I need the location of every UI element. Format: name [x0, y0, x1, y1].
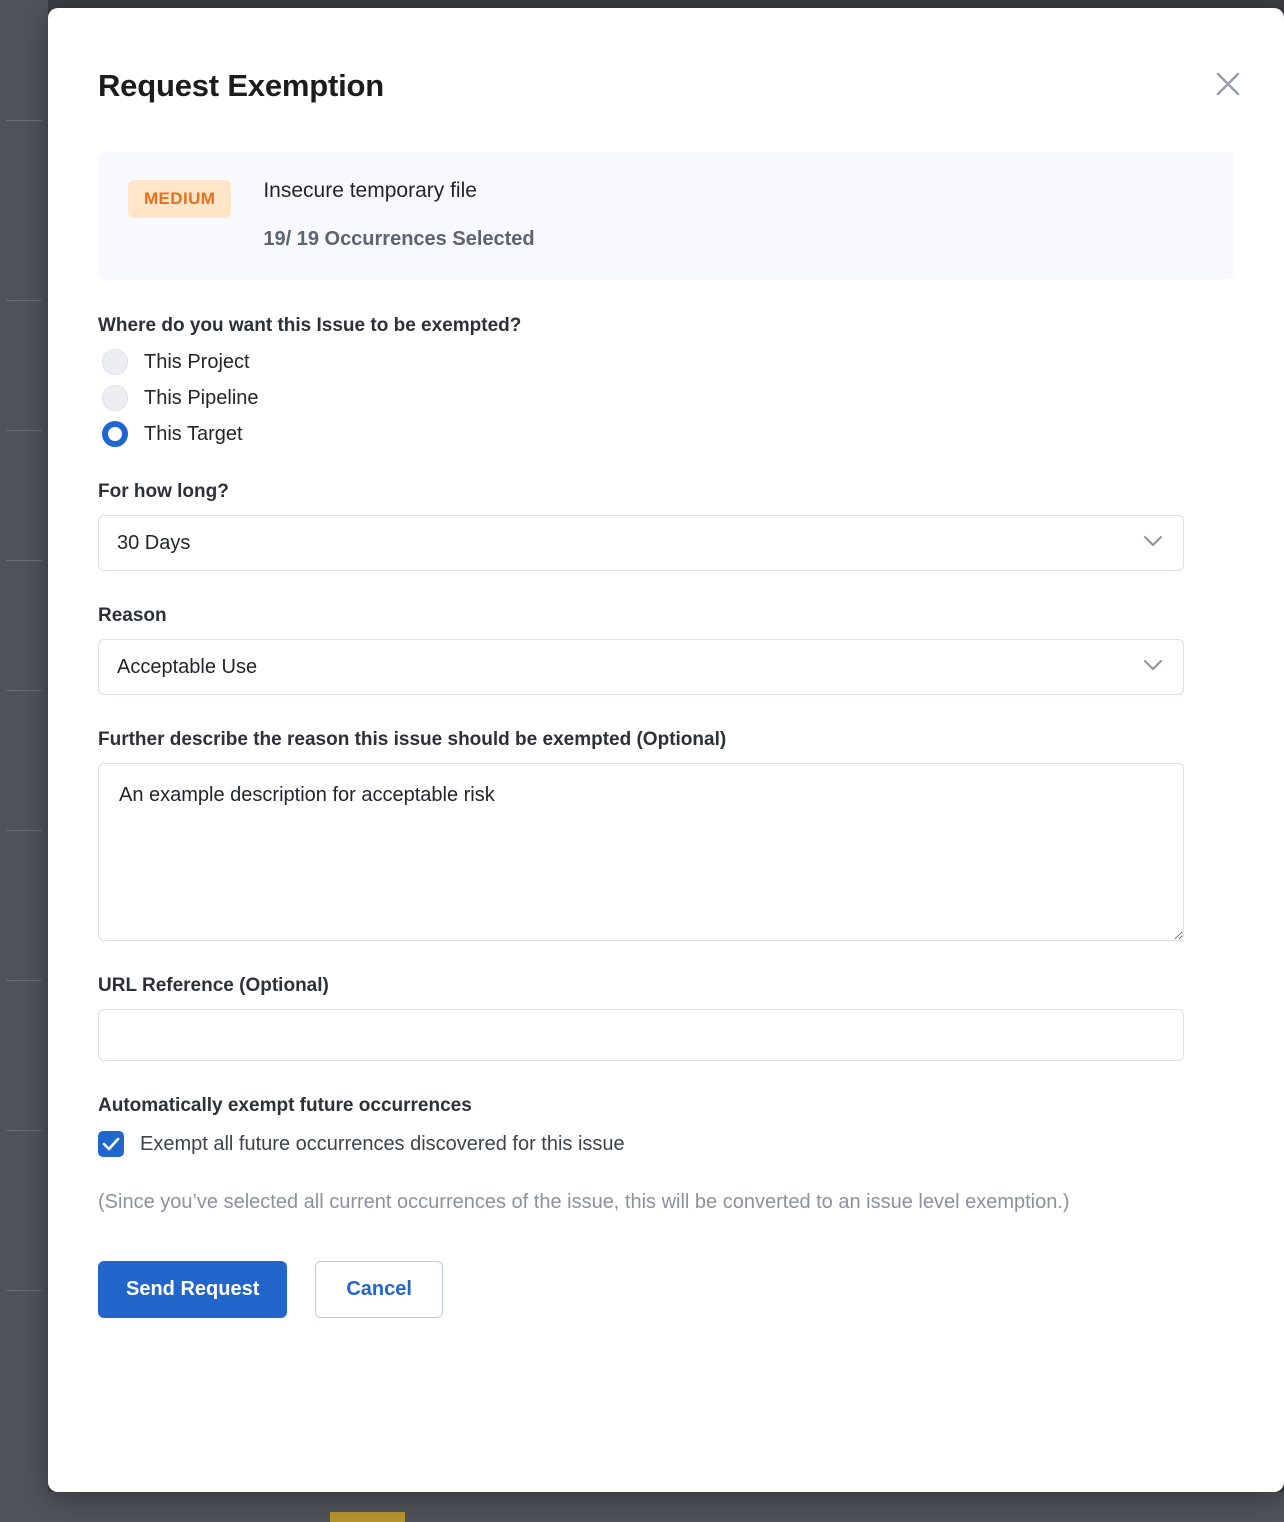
page-backdrop-accent [330, 1512, 405, 1522]
reason-select[interactable] [98, 639, 1184, 695]
radio-icon [102, 385, 128, 411]
auto-exempt-checkbox-row[interactable] [98, 1131, 1234, 1157]
reason-label: Reason [98, 605, 167, 627]
chevron-down-icon [1143, 658, 1163, 676]
cancel-button[interactable]: Cancel [315, 1261, 443, 1318]
chevron-down-icon [1143, 534, 1163, 552]
radio-label: This Pipeline [144, 386, 259, 409]
duration-label: For how long? [98, 481, 229, 503]
page-backdrop-left [0, 0, 48, 1522]
request-exemption-dialog [48, 8, 1284, 1492]
status-badge: MEDIUM [128, 180, 231, 218]
scope-question: Where do you want this Issue to be exempted? [98, 315, 522, 337]
url-reference-input[interactable] [98, 1009, 1184, 1061]
reason-value: Acceptable Use [117, 655, 258, 678]
auto-exempt-label: Automatically exempt future occurrences [98, 1095, 472, 1117]
radio-this-target[interactable] [102, 421, 1234, 447]
radio-label: This Target [144, 422, 243, 445]
radio-icon-selected [102, 421, 128, 447]
backdrop-lines [0, 0, 48, 1522]
radio-label: This Project [144, 350, 250, 373]
radio-icon [102, 349, 128, 375]
page-backdrop-bottom [0, 1492, 1284, 1522]
radio-this-pipeline[interactable] [102, 385, 1234, 411]
page-title: Request Exemption [98, 68, 384, 103]
radio-this-project[interactable] [102, 349, 1234, 375]
duration-select[interactable] [98, 515, 1184, 571]
url-reference-label: URL Reference (Optional) [98, 975, 329, 997]
send-request-button[interactable]: Send Request [98, 1261, 287, 1318]
description-label: Further describe the reason this issue should be exempted (Optional) [98, 729, 727, 751]
close-icon[interactable] [1208, 64, 1248, 104]
occurrences-count: 19/ 19 Occurrences Selected [263, 228, 535, 251]
issue-summary-banner [98, 152, 1234, 279]
auto-exempt-note: (Since you’ve selected all current occurrences of the issue, this will be converted to an issue level exemption.) [98, 1191, 1070, 1214]
issue-name: Insecure temporary file [263, 179, 477, 202]
dialog-actions [98, 1261, 1234, 1368]
duration-value: 30 Days [117, 531, 191, 554]
checkbox-checked-icon [98, 1131, 124, 1157]
description-textarea[interactable] [98, 763, 1184, 941]
auto-exempt-checkbox-label: Exempt all future occurrences discovered for this issue [140, 1132, 625, 1155]
